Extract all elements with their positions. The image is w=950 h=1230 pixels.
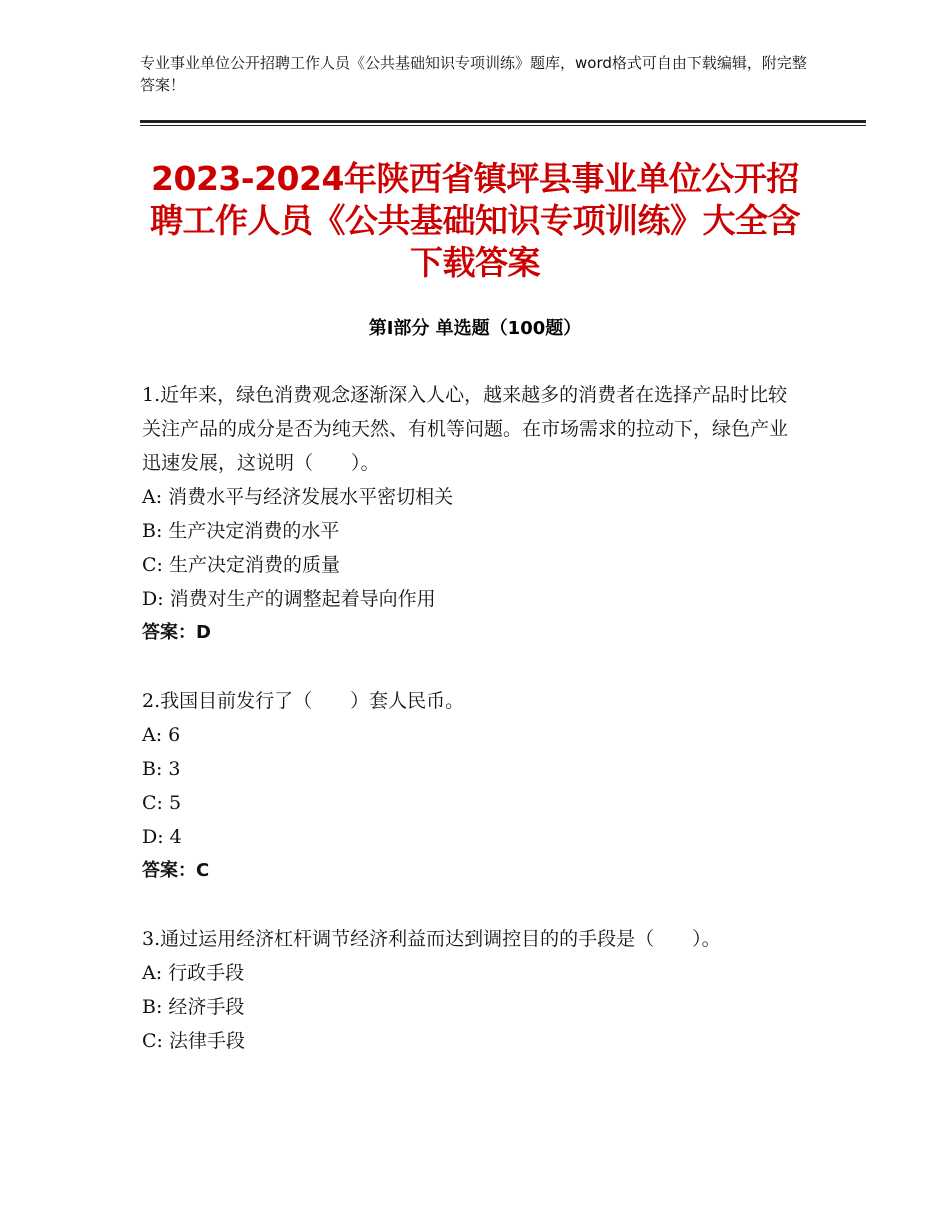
question-3 xyxy=(142,922,802,1058)
question-text: 3.通过运用经济杠杆调节经济利益而达到调控目的的手段是（ ）。 xyxy=(142,928,721,950)
question-1 xyxy=(142,378,802,650)
question-list xyxy=(142,378,802,1058)
answer-line: 答案：C xyxy=(142,860,210,881)
document-title: 2023-2024年陕西省镇坪县事业单位公开招聘工作人员《公共基础知识专项训练》大全含下载答案 xyxy=(150,159,800,282)
header-divider-thin xyxy=(140,125,866,126)
option-b: B: 3 xyxy=(142,758,181,780)
option-c: C: 5 xyxy=(142,792,182,814)
option-c: C: 法律手段 xyxy=(142,1030,245,1052)
question-2 xyxy=(142,684,802,888)
option-d: D: 4 xyxy=(142,826,182,848)
option-a: A: 行政手段 xyxy=(142,962,245,984)
option-a: A: 消费水平与经济发展水平密切相关 xyxy=(142,486,454,508)
option-a: A: 6 xyxy=(142,724,181,746)
option-d: D: 消费对生产的调整起着导向作用 xyxy=(142,588,436,610)
header-note: 专业事业单位公开招聘工作人员《公共基础知识专项训练》题库，word格式可自由下载编辑，附完整答案！ xyxy=(140,54,807,94)
question-spacer xyxy=(142,650,802,684)
header-divider-thick xyxy=(140,120,866,123)
option-b: B: 生产决定消费的水平 xyxy=(142,520,340,542)
answer-line: 答案：D xyxy=(142,622,211,643)
question-text: 2.我国目前发行了（ ）套人民币。 xyxy=(142,690,465,712)
option-c: C: 生产决定消费的质量 xyxy=(142,554,340,576)
question-text: 1.近年来，绿色消费观念逐渐深入人心，越来越多的消费者在选择产品时比较关注产品的成分是否为纯天然、有机等问题。在市场需求的拉动下，绿色产业迅速发展，这说明（ ）。 xyxy=(142,384,789,474)
section-heading: 第Ⅰ部分 单选题（100题） xyxy=(368,318,582,339)
option-b: B: 经济手段 xyxy=(142,996,245,1018)
question-spacer xyxy=(142,888,802,922)
